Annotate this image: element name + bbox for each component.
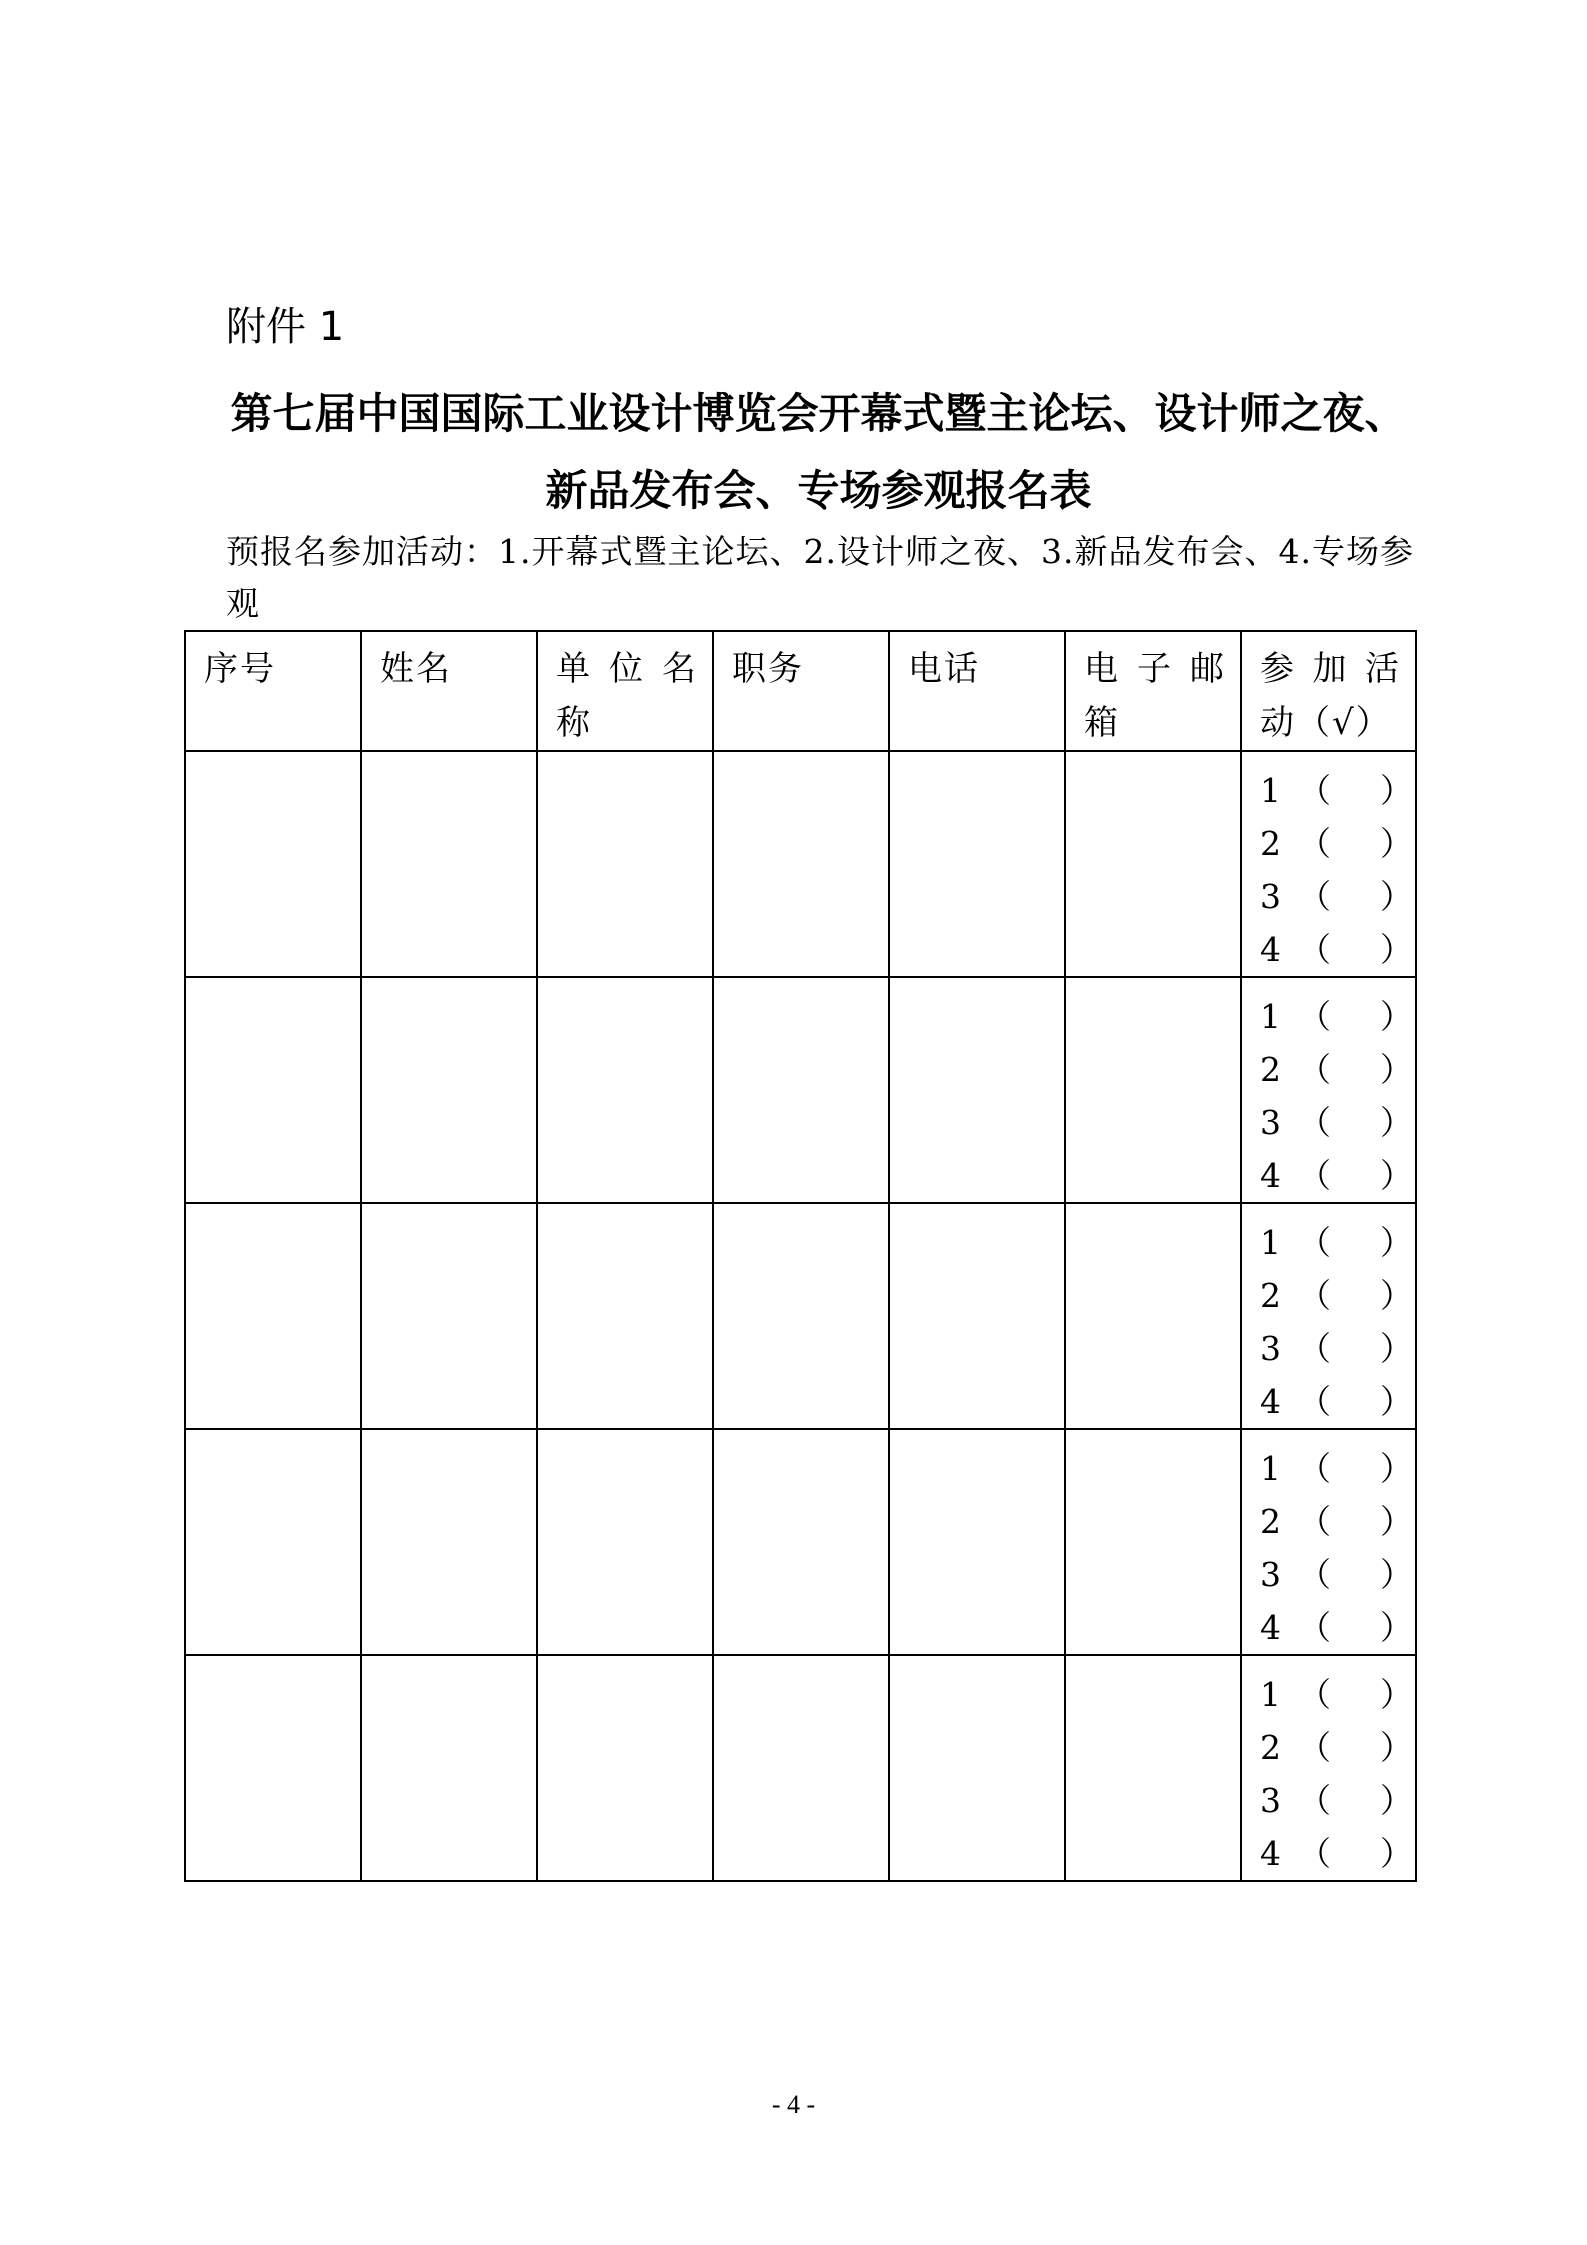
header-label: 电话 [908,649,980,689]
activity-option-open-paren: （ [1298,1502,1331,1541]
activity-option-number: 2 [1260,1050,1281,1089]
activity-option-close-paren: ） [1380,1728,1413,1767]
cell-name[interactable] [361,977,537,1203]
activity-option-close-paren: ） [1380,824,1413,863]
cell-email[interactable] [1065,1655,1241,1881]
activity-option-number: 1 [1260,1449,1281,1488]
cell-organization[interactable] [537,977,713,1203]
activity-option-close-paren: ） [1380,1502,1413,1541]
cell-email[interactable] [1065,751,1241,977]
activity-option-close-paren: ） [1380,1382,1413,1421]
activity-option-3[interactable] [1260,870,1415,923]
cell-index[interactable] [185,977,361,1203]
activity-option-close-paren: ） [1380,1329,1413,1368]
activity-option-2[interactable] [1260,1043,1415,1096]
activity-option-4[interactable] [1260,1827,1415,1880]
cell-organization[interactable] [537,751,713,977]
header-label: 电子邮箱 [1084,649,1226,743]
activity-option-close-paren: ） [1380,930,1413,969]
table-body [185,751,1416,1881]
activity-checklist [1242,1656,1415,1880]
table-row [185,1429,1416,1655]
activity-option-close-paren: ） [1380,1608,1413,1647]
cell-name[interactable] [361,751,537,977]
header-label: 参加活动（√） [1260,649,1401,743]
activity-option-number: 2 [1260,1276,1281,1315]
header-cell-position [713,631,889,751]
activity-option-open-paren: （ [1298,1329,1331,1368]
cell-organization[interactable] [537,1203,713,1429]
header-label: 序号 [204,649,276,689]
activity-option-number: 3 [1260,1555,1281,1594]
activity-option-1[interactable] [1260,1442,1415,1495]
attachment-label: 附件 1 [226,304,345,350]
header-cell-activities [1241,631,1416,751]
cell-position[interactable] [713,751,889,977]
table-row [185,1203,1416,1429]
cell-phone[interactable] [889,751,1065,977]
activity-option-close-paren: ） [1380,771,1413,810]
activity-option-number: 3 [1260,877,1281,916]
activity-option-1[interactable] [1260,1216,1415,1269]
cell-phone[interactable] [889,1429,1065,1655]
activity-option-1[interactable] [1260,764,1415,817]
activity-option-4[interactable] [1260,923,1415,976]
activity-option-number: 1 [1260,1223,1281,1262]
activity-option-4[interactable] [1260,1601,1415,1654]
registration-table [184,630,1417,1882]
cell-phone[interactable] [889,977,1065,1203]
cell-email[interactable] [1065,1203,1241,1429]
table-row [185,1655,1416,1881]
cell-index[interactable] [185,1429,361,1655]
activity-option-open-paren: （ [1298,1382,1331,1421]
header-cell-index [185,631,361,751]
activity-option-close-paren: ） [1380,1223,1413,1262]
cell-email[interactable] [1065,1429,1241,1655]
activity-option-number: 3 [1260,1329,1281,1368]
activity-option-open-paren: （ [1298,1223,1331,1262]
activity-checklist [1242,978,1415,1202]
activity-option-open-paren: （ [1298,1103,1331,1142]
cell-index[interactable] [185,751,361,977]
activity-option-open-paren: （ [1298,824,1331,863]
cell-organization[interactable] [537,1429,713,1655]
header-cell-email [1065,631,1241,751]
activity-option-4[interactable] [1260,1375,1415,1428]
activity-option-number: 2 [1260,1728,1281,1767]
cell-position[interactable] [713,1203,889,1429]
header-cell-name [361,631,537,751]
activity-option-number: 2 [1260,824,1281,863]
activity-option-number: 1 [1260,771,1281,810]
cell-activities [1241,1655,1416,1881]
activity-option-number: 4 [1260,1382,1281,1421]
activity-option-open-paren: （ [1298,1728,1331,1767]
cell-position[interactable] [713,1655,889,1881]
activity-option-number: 4 [1260,1834,1281,1873]
header-cell-organization [537,631,713,751]
cell-index[interactable] [185,1203,361,1429]
activity-option-close-paren: ） [1380,1834,1413,1873]
cell-email[interactable] [1065,977,1241,1203]
table-row [185,977,1416,1203]
activity-option-close-paren: ） [1380,1156,1413,1195]
activity-option-4[interactable] [1260,1149,1415,1202]
activity-option-close-paren: ） [1380,1675,1413,1714]
activity-option-2[interactable] [1260,1721,1415,1774]
header-cell-phone [889,631,1065,751]
cell-name[interactable] [361,1203,537,1429]
activity-option-number: 1 [1260,997,1281,1036]
activity-option-number: 4 [1260,930,1281,969]
activity-option-1[interactable] [1260,1668,1415,1721]
activity-option-open-paren: （ [1298,1608,1331,1647]
activity-option-3[interactable] [1260,1548,1415,1601]
activity-option-2[interactable] [1260,1495,1415,1548]
activity-option-open-paren: （ [1298,1276,1331,1315]
activity-option-close-paren: ） [1380,1103,1413,1142]
activity-option-close-paren: ） [1380,1050,1413,1089]
cell-activities [1241,1429,1416,1655]
header-label: 职务 [732,649,804,689]
activity-option-number: 2 [1260,1502,1281,1541]
activity-option-open-paren: （ [1298,1050,1331,1089]
activity-option-close-paren: ） [1380,1449,1413,1488]
activity-option-2[interactable] [1260,1269,1415,1322]
activity-option-close-paren: ） [1380,1781,1413,1820]
header-label: 单位名称 [556,649,698,743]
activity-option-number: 3 [1260,1781,1281,1820]
cell-position[interactable] [713,1429,889,1655]
cell-organization[interactable] [537,1655,713,1881]
activities-note: 预报名参加活动：1.开幕式暨主论坛、2.设计师之夜、3.新品发布会、4.专场参观 [226,532,1414,623]
activity-checklist [1242,752,1415,976]
cell-position[interactable] [713,977,889,1203]
header-label: 姓名 [380,649,452,689]
activity-option-open-paren: （ [1298,1449,1331,1488]
cell-activities [1241,1203,1416,1429]
activity-option-open-paren: （ [1298,1156,1331,1195]
table-header-row [185,631,1416,751]
activity-option-open-paren: （ [1298,771,1331,810]
activity-option-open-paren: （ [1298,877,1331,916]
activity-option-3[interactable] [1260,1322,1415,1375]
activity-option-number: 4 [1260,1156,1281,1195]
cell-index[interactable] [185,1655,361,1881]
cell-activities [1241,751,1416,977]
activity-option-close-paren: ） [1380,1276,1413,1315]
activity-option-number: 1 [1260,1675,1281,1714]
form-title-line-1: 第七届中国国际工业设计博览会开幕式暨主论坛、设计师之夜、 [230,389,1407,438]
activity-option-2[interactable] [1260,817,1415,870]
activity-option-close-paren: ） [1380,1555,1413,1594]
page-number: - 4 - [771,2090,816,2119]
activity-option-close-paren: ） [1380,997,1413,1036]
activity-option-number: 4 [1260,1608,1281,1647]
activity-option-open-paren: （ [1298,997,1331,1036]
cell-phone[interactable] [889,1655,1065,1881]
activity-option-open-paren: （ [1298,930,1331,969]
table-row [185,751,1416,977]
cell-name[interactable] [361,1655,537,1881]
cell-phone[interactable] [889,1203,1065,1429]
cell-activities [1241,977,1416,1203]
activity-option-number: 3 [1260,1103,1281,1142]
activity-option-open-paren: （ [1298,1675,1331,1714]
activity-option-open-paren: （ [1298,1555,1331,1594]
activity-option-3[interactable] [1260,1096,1415,1149]
form-title-line-2: 新品发布会、专场参观报名表 [545,466,1092,515]
activity-option-open-paren: （ [1298,1781,1331,1820]
activity-option-3[interactable] [1260,1774,1415,1827]
activity-option-1[interactable] [1260,990,1415,1043]
cell-name[interactable] [361,1429,537,1655]
activity-checklist [1242,1430,1415,1654]
activity-checklist [1242,1204,1415,1428]
activity-option-open-paren: （ [1298,1834,1331,1873]
activity-option-close-paren: ） [1380,877,1413,916]
